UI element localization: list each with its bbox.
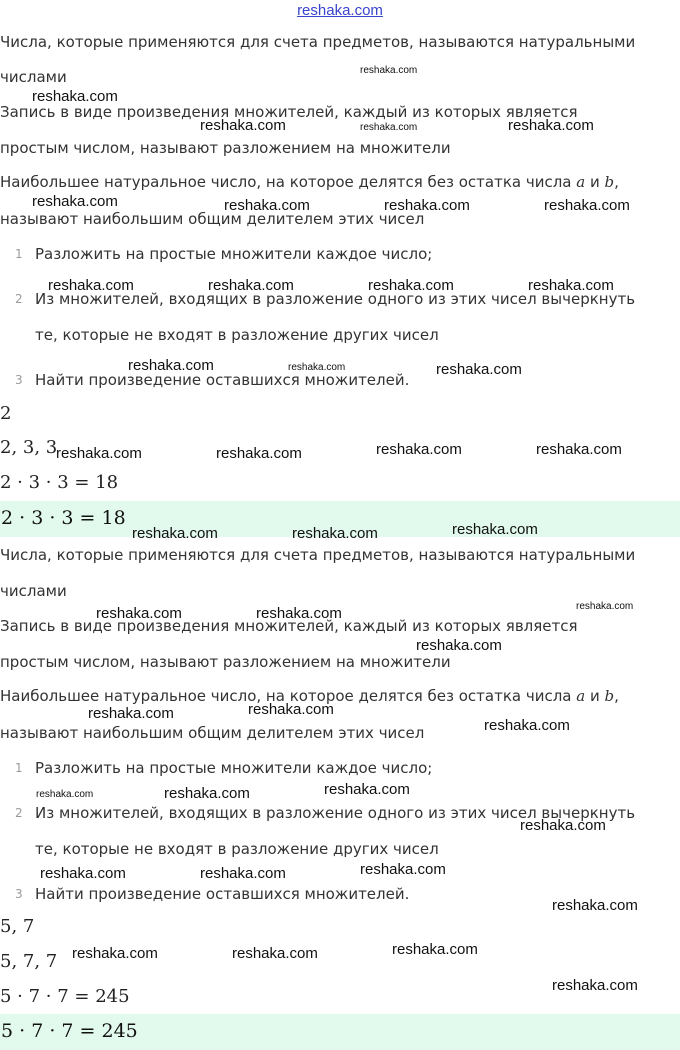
solution-line: 2, 3, 3	[0, 437, 58, 458]
watermark: reshaka.com	[384, 197, 470, 214]
gcd-and: и	[585, 173, 605, 191]
gcd-and: и	[585, 687, 605, 705]
var-a: a	[576, 173, 586, 191]
watermark: reshaka.com	[32, 88, 118, 105]
definition-gcd-line2: называют наибольшим общим делителем этих чисел	[0, 210, 425, 228]
step-text: Найти произведение оставшихся множителей.	[35, 885, 410, 903]
solution-line: 2	[0, 403, 12, 424]
answer-box	[0, 1014, 680, 1050]
watermark: reshaka.com	[40, 865, 126, 882]
definition-factorization-line1: Запись в виде произведения множителей, каждый из которых является	[0, 103, 578, 121]
watermark: reshaka.com	[368, 277, 454, 294]
watermark: reshaka.com	[72, 945, 158, 962]
var-a: a	[576, 687, 586, 705]
watermark: reshaka.com	[536, 441, 622, 458]
watermark: reshaka.com	[32, 193, 118, 210]
watermark: reshaka.com	[392, 941, 478, 958]
watermark: reshaka.com	[56, 445, 142, 462]
solution-line: 5 · 7 · 7 = 245	[0, 986, 130, 1007]
watermark: reshaka.com	[552, 897, 638, 914]
watermark: reshaka.com	[360, 861, 446, 878]
definition-gcd-line2: называют наибольшим общим делителем этих чисел	[0, 724, 425, 742]
watermark: reshaka.com	[224, 197, 310, 214]
watermark: reshaka.com	[576, 601, 634, 612]
var-b: b	[604, 173, 615, 191]
watermark: reshaka.com	[528, 277, 614, 294]
watermark: reshaka.com	[416, 637, 502, 654]
step-text: Разложить на простые множители каждое число;	[35, 245, 433, 263]
watermark: reshaka.com	[132, 525, 218, 542]
watermark: reshaka.com	[256, 605, 342, 622]
watermark: reshaka.com	[552, 977, 638, 994]
watermark: reshaka.com	[292, 525, 378, 542]
watermark: reshaka.com	[216, 445, 302, 462]
step-number: 2	[15, 806, 23, 820]
watermark: reshaka.com	[200, 865, 286, 882]
watermark: reshaka.com	[208, 277, 294, 294]
gcd-comma: ,	[614, 687, 619, 705]
answer-text: 2 · 3 · 3 = 18	[1, 507, 126, 529]
step-number: 1	[15, 247, 23, 261]
watermark: reshaka.com	[360, 122, 418, 133]
definition-natural-line2: числами	[0, 582, 67, 600]
step-number: 1	[15, 761, 23, 775]
answer-text: 5 · 7 · 7 = 245	[1, 1020, 138, 1042]
step-text-continued: те, которые не входят в разложение других чисел	[35, 840, 439, 858]
solution-line: 5, 7	[0, 916, 35, 937]
definition-factorization-line1: Запись в виде произведения множителей, каждый из которых является	[0, 617, 578, 635]
watermark: reshaka.com	[128, 357, 214, 374]
definition-gcd-line1	[0, 687, 680, 705]
watermark: reshaka.com	[484, 717, 570, 734]
step-number: 2	[15, 292, 23, 306]
watermark: reshaka.com	[88, 705, 174, 722]
definition-natural-line2: числами	[0, 68, 67, 86]
watermark: reshaka.com	[248, 701, 334, 718]
watermark: reshaka.com	[36, 789, 94, 800]
gcd-text: Наибольшее натуральное число, на которое делятся без остатка числа	[0, 173, 577, 191]
watermark: reshaka.com	[200, 117, 286, 134]
solution-line: 2 · 3 · 3 = 18	[0, 472, 119, 493]
step-text: Найти произведение оставшихся множителей.	[35, 371, 410, 389]
step-text: Разложить на простые множители каждое число;	[35, 759, 433, 777]
watermark: reshaka.com	[48, 277, 134, 294]
watermark: reshaka.com	[436, 361, 522, 378]
step-number: 3	[15, 887, 23, 901]
step-text: Из множителей, входящих в разложение одного из этих чисел вычеркнуть	[35, 290, 636, 308]
definition-natural-line1: Числа, которые применяются для счета предметов, называются натуральными	[0, 546, 636, 564]
watermark: reshaka.com	[452, 521, 538, 538]
definition-gcd-line1	[0, 173, 680, 191]
gcd-comma: ,	[614, 173, 619, 191]
watermark: reshaka.com	[376, 441, 462, 458]
watermark: reshaka.com	[544, 197, 630, 214]
definition-factorization-line2: простым числом, называют разложением на множители	[0, 139, 451, 157]
step-text: Из множителей, входящих в разложение одного из этих чисел вычеркнуть	[35, 804, 636, 822]
definition-natural-line1: Числа, которые применяются для счета предметов, называются натуральными	[0, 33, 636, 51]
watermark: reshaka.com	[164, 785, 250, 802]
solution-line: 5, 7, 7	[0, 951, 58, 972]
var-b: b	[604, 687, 615, 705]
watermark: reshaka.com	[508, 117, 594, 134]
watermark: reshaka.com	[520, 817, 606, 834]
step-number: 3	[15, 373, 23, 387]
watermark: reshaka.com	[232, 945, 318, 962]
step-text-continued: те, которые не входят в разложение других чисел	[35, 326, 439, 344]
gcd-text: Наибольшее натуральное число, на которое делятся без остатка числа	[0, 687, 577, 705]
watermark: reshaka.com	[96, 605, 182, 622]
watermark: reshaka.com	[360, 65, 418, 76]
watermark: reshaka.com	[288, 362, 346, 373]
watermark: reshaka.com	[324, 781, 410, 798]
definition-factorization-line2: простым числом, называют разложением на множители	[0, 653, 451, 671]
site-header-link[interactable]: reshaka.com	[297, 2, 383, 19]
